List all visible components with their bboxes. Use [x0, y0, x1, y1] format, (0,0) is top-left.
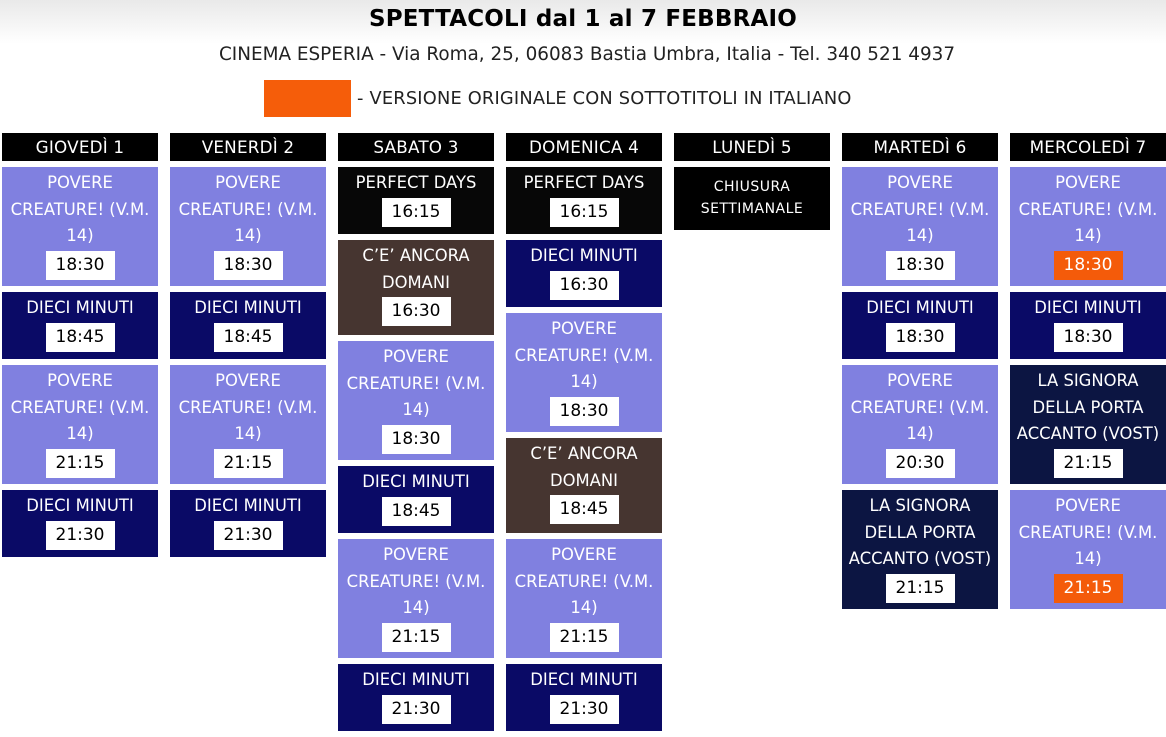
movie-title: POVERE CREATURE! (V.M. 14): [10, 371, 150, 443]
movie-title: DIECI MINUTI: [530, 670, 638, 689]
page-title: SPETTACOLI dal 1 al 7 FEBBRAIO: [368, 6, 798, 32]
showtime-card[interactable]: [338, 341, 494, 460]
showtime-card[interactable]: [842, 490, 998, 609]
showtime-label[interactable]: 18:30: [214, 251, 283, 280]
movie-title: POVERE CREATURE! (V.M. 14): [1018, 496, 1158, 568]
showtime-card[interactable]: [1010, 365, 1166, 484]
showtime-card[interactable]: [2, 365, 158, 484]
showtime-card[interactable]: [170, 365, 326, 484]
showtime-label[interactable]: 18:45: [382, 497, 451, 526]
day-column: [170, 133, 326, 563]
movie-title: DIECI MINUTI: [362, 472, 470, 491]
movie-title: DIECI MINUTI: [194, 298, 302, 317]
movie-title: LA SIGNORA DELLA PORTA ACCANTO (VOST): [1016, 371, 1160, 443]
showtime-label[interactable]: 18:30: [550, 397, 619, 426]
cinema-info: CINEMA ESPERIA - Via Roma, 25, 06083 Bastia Umbra, Italia - Tel. 340 521 4937: [218, 44, 956, 65]
movie-title: DIECI MINUTI: [1034, 298, 1142, 317]
movie-title: POVERE CREATURE! (V.M. 14): [178, 371, 318, 443]
showtime-label[interactable]: 18:30: [1054, 323, 1123, 352]
movie-title: POVERE CREATURE! (V.M. 14): [178, 173, 318, 245]
day-column: [506, 133, 662, 737]
showtime-card[interactable]: [170, 167, 326, 286]
day-column: [338, 133, 494, 737]
movie-title: POVERE CREATURE! (V.M. 14): [850, 173, 990, 245]
showtime-card[interactable]: [506, 240, 662, 307]
day-header: MERCOLEDÌ 7: [1010, 133, 1166, 161]
day-header: GIOVEDÌ 1: [2, 133, 158, 161]
movie-title: DIECI MINUTI: [26, 298, 134, 317]
movie-title: POVERE CREATURE! (V.M. 14): [850, 371, 990, 443]
showtime-label[interactable]: 21:15: [382, 623, 451, 652]
showtime-label[interactable]: 20:30: [886, 449, 955, 478]
showtime-label[interactable]: 18:30: [46, 251, 115, 280]
movie-title: C’E’ ANCORA DOMANI: [362, 246, 470, 292]
movie-title: DIECI MINUTI: [362, 670, 470, 689]
legend-color-swatch: [264, 80, 351, 117]
showtime-label[interactable]: 18:30: [382, 425, 451, 454]
movie-title: POVERE CREATURE! (V.M. 14): [10, 173, 150, 245]
showtime-card[interactable]: [842, 365, 998, 484]
showtime-label[interactable]: 21:15: [214, 449, 283, 478]
showtime-card[interactable]: [2, 292, 158, 359]
day-header: DOMENICA 4: [506, 133, 662, 161]
showtime-card[interactable]: [338, 664, 494, 731]
showtime-card[interactable]: [170, 292, 326, 359]
legend: [264, 80, 852, 117]
showtime-label[interactable]: 21:15: [550, 623, 619, 652]
showtime-label[interactable]: 18:30: [1054, 251, 1123, 280]
showtime-label[interactable]: 21:15: [46, 449, 115, 478]
showtime-card[interactable]: [338, 539, 494, 658]
showtime-label[interactable]: 18:30: [886, 323, 955, 352]
day-column: [1010, 133, 1166, 615]
day-header: SABATO 3: [338, 133, 494, 161]
showtime-label[interactable]: 18:45: [214, 323, 283, 352]
showtime-card[interactable]: [338, 240, 494, 335]
showtime-label[interactable]: 18:45: [46, 323, 115, 352]
showtime-label[interactable]: 21:30: [46, 521, 115, 550]
showtime-card[interactable]: [506, 167, 662, 234]
movie-title: DIECI MINUTI: [26, 496, 134, 515]
showtime-card[interactable]: [842, 167, 998, 286]
day-header: LUNEDÌ 5: [674, 133, 830, 161]
showtime-label[interactable]: 21:15: [1054, 574, 1123, 603]
showtime-card[interactable]: [170, 490, 326, 557]
showtime-card[interactable]: [1010, 292, 1166, 359]
showtime-card[interactable]: [2, 490, 158, 557]
showtime-label[interactable]: 21:30: [382, 695, 451, 724]
showtime-label[interactable]: 21:15: [886, 574, 955, 603]
showtime-label[interactable]: 18:45: [550, 495, 619, 524]
closure-notice: CHIUSURA SETTIMANALE: [674, 167, 830, 230]
movie-title: DIECI MINUTI: [866, 298, 974, 317]
showtime-label[interactable]: 16:15: [382, 198, 451, 227]
showtime-card[interactable]: [338, 167, 494, 234]
showtime-label[interactable]: 16:30: [382, 297, 451, 326]
showtime-card[interactable]: [842, 292, 998, 359]
showtime-label[interactable]: 16:30: [550, 271, 619, 300]
day-column: [674, 133, 830, 230]
showtime-card[interactable]: [506, 438, 662, 533]
legend-text: - VERSIONE ORIGINALE CON SOTTOTITOLI IN ITALIANO: [357, 88, 852, 109]
movie-title: POVERE CREATURE! (V.M. 14): [514, 319, 654, 391]
showtime-label[interactable]: 21:30: [550, 695, 619, 724]
movie-title: LA SIGNORA DELLA PORTA ACCANTO (VOST): [848, 496, 992, 568]
movie-title: POVERE CREATURE! (V.M. 14): [514, 545, 654, 617]
showtime-card[interactable]: [506, 313, 662, 432]
showtime-card[interactable]: [506, 664, 662, 731]
showtime-label[interactable]: 21:15: [1054, 449, 1123, 478]
showtime-card[interactable]: [2, 167, 158, 286]
movie-title: PERFECT DAYS: [523, 173, 645, 192]
movie-title: POVERE CREATURE! (V.M. 14): [346, 347, 486, 419]
showtime-label[interactable]: 18:30: [886, 251, 955, 280]
day-column: [2, 133, 158, 563]
day-header: VENERDÌ 2: [170, 133, 326, 161]
showtime-card[interactable]: [338, 466, 494, 533]
showtime-card[interactable]: [506, 539, 662, 658]
movie-title: PERFECT DAYS: [355, 173, 477, 192]
day-column: [842, 133, 998, 615]
showtime-card[interactable]: [1010, 490, 1166, 609]
showtime-label[interactable]: 21:30: [214, 521, 283, 550]
showtime-label[interactable]: 16:15: [550, 198, 619, 227]
day-header: MARTEDÌ 6: [842, 133, 998, 161]
showtime-card[interactable]: [1010, 167, 1166, 286]
movie-title: DIECI MINUTI: [530, 246, 638, 265]
movie-title: DIECI MINUTI: [194, 496, 302, 515]
movie-title: POVERE CREATURE! (V.M. 14): [1018, 173, 1158, 245]
movie-title: C’E’ ANCORA DOMANI: [530, 444, 638, 490]
movie-title: POVERE CREATURE! (V.M. 14): [346, 545, 486, 617]
